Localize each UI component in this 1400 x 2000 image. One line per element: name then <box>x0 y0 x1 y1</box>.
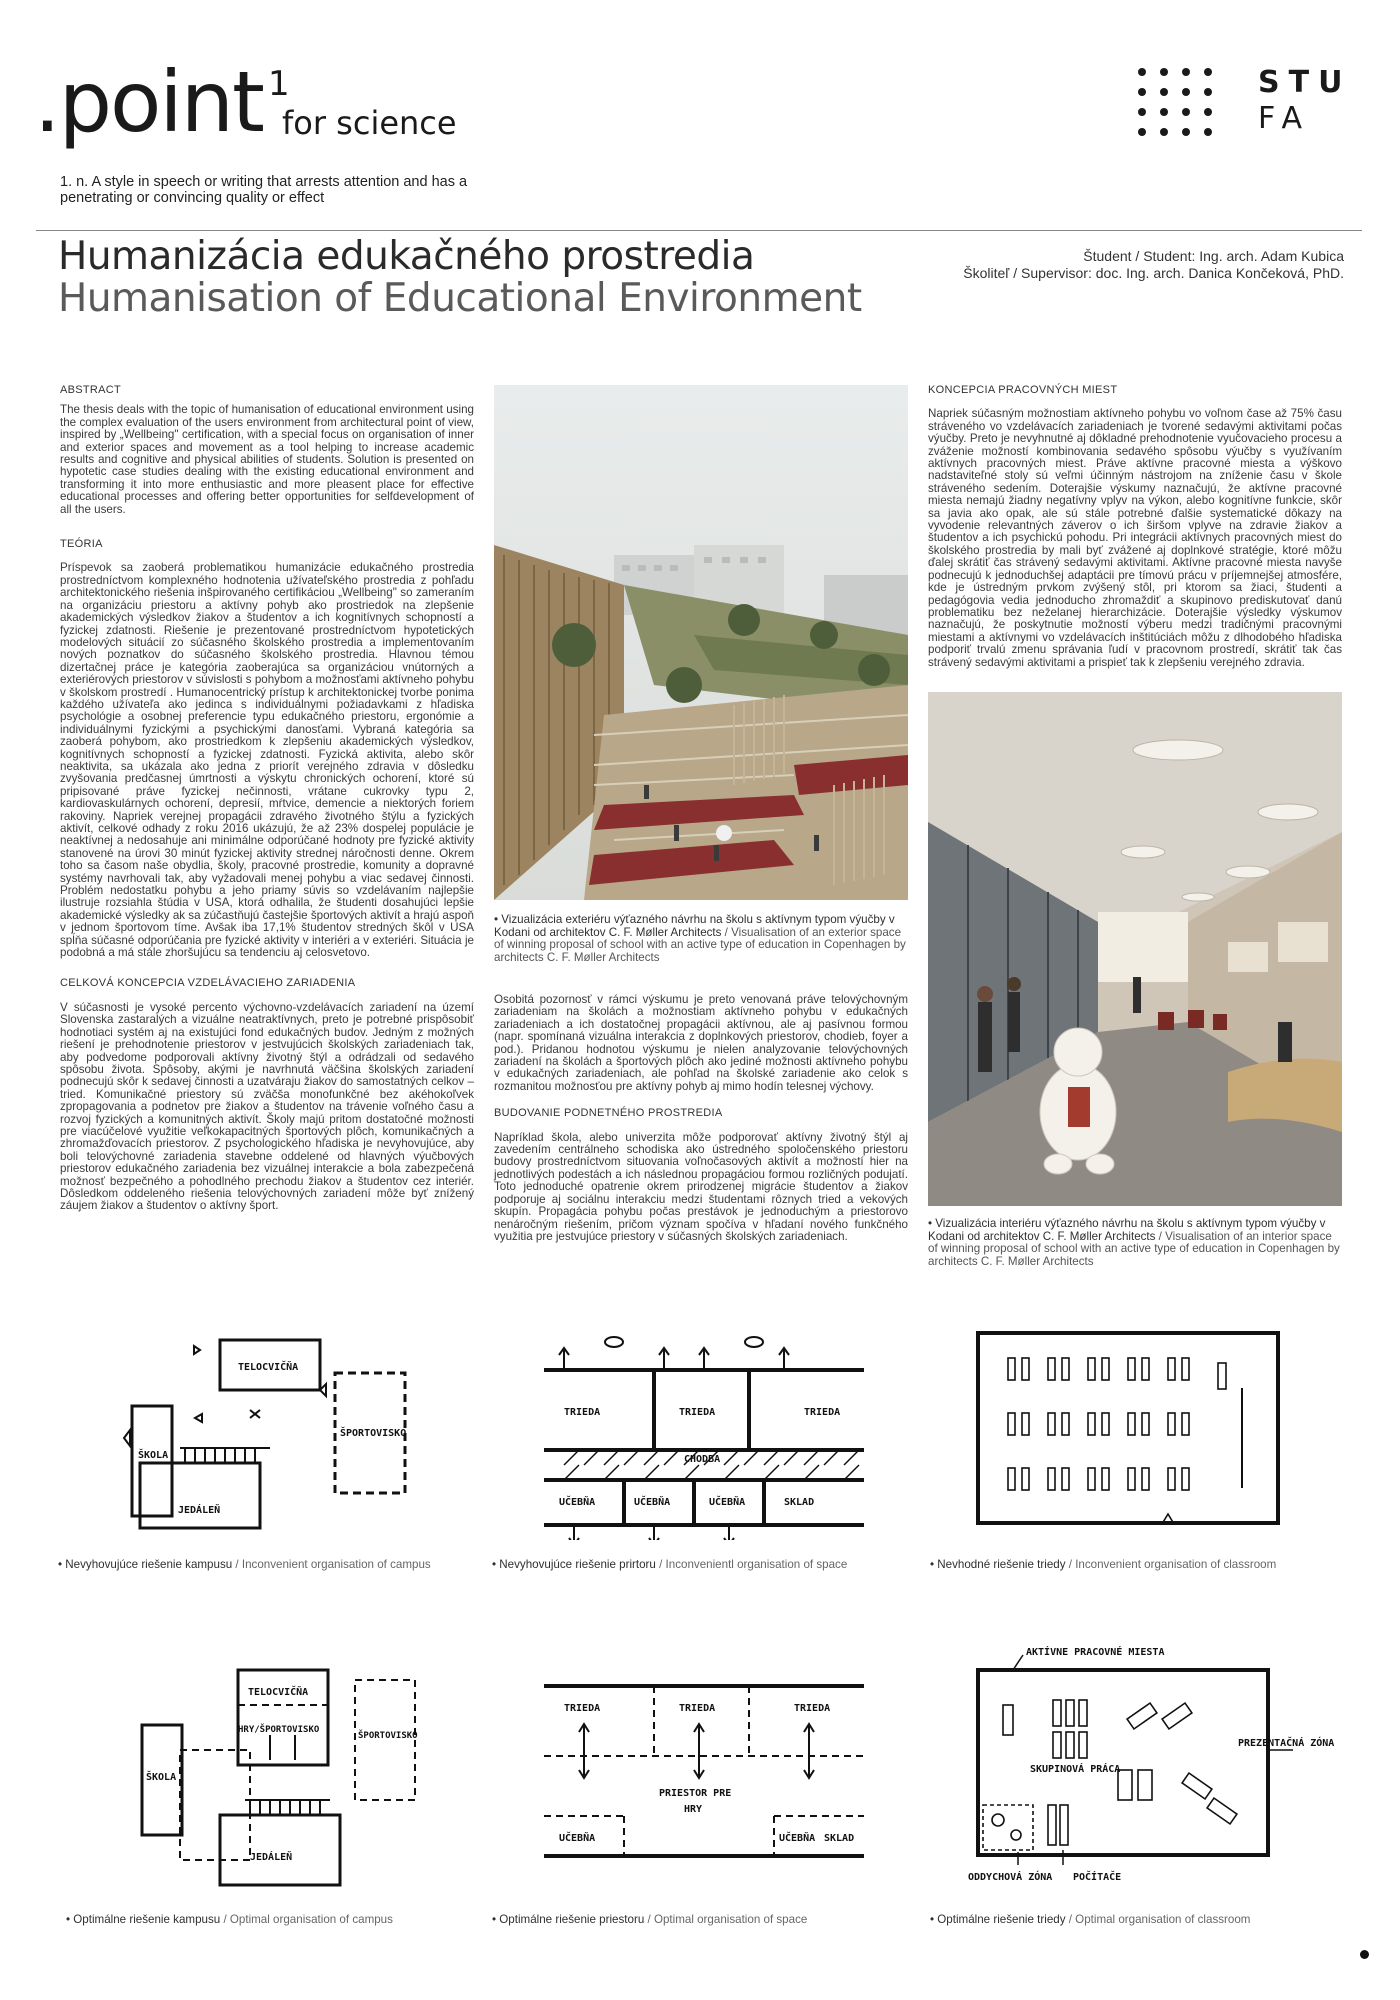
student-credit: Študent / Student: Ing. arch. Adam Kubica <box>1083 248 1344 264</box>
koncepcia-text: V súčasnosti je vysoké percento výchovno-vzdelávacích zariadení na území Slovenska zastaralých a vizuálne neatraktívnych, preto je potrebné prispôsobiť hodnotiaci systém aj na existujúci fond edukačných budov. Jedným z možných riešení je prehodnotenie priestorov v jestvujúcich školských zariadeniach tak, aby podvedome podporovali aktívny životný štýl a odrádzali od sedavého spôsobu života. Spôsoby, akými je navrhnutá väčšina školských zariadení podnecujú skôr k sedavej činnosti a uzatváraju žiakov do samostatných celkov – tried. Komunikačné priestory sú zväčša monofunkčné bez akéhokoľvek zpropagovania a podnetov pre žiakov a študentov na trávenie voľného času a rozvoj fyzických a komunitných aktivít. Školy majú pritom dostatočné možnosti pre viacúčelové využitie veľkokapacitných športových plôch, komunikačných a zhromažďovacích priestorov. Z psychologického hľadiska je nevyhovujúce, aby boli telovýchovné zariadenia stavebne oddelené od hlavných výučbových priestorov edukačného zariadenia bez vizuálnej interakcie a bola zabezpečená možnosť bezpečného a pohodlného prechodu žiakov a študentov cez interiér. Dôsledkom oddeleného riešenia telovýchovných zariadení môže byť znížený záujem žiakov a študentov o aktívny šport. <box>60 1000 474 1213</box>
sketch2-label-chodba: CHODBA <box>684 1454 721 1465</box>
logo-dots-icon <box>1138 68 1238 138</box>
logo-stu: STU <box>1258 65 1352 100</box>
sketch4-caption-en: / Optimal organisation of campus <box>220 1913 393 1926</box>
koncepcia-heading: CELKOVÁ KONCEPCIA VZDELÁVACIEHO ZARIADENIA <box>60 977 356 990</box>
supervisor-credit: Školiteľ / Supervisor: doc. Ing. arch. Danica Končeková, PhD. <box>963 265 1344 281</box>
sketch-inconvenient-classroom <box>938 1318 1352 1548</box>
sketch5-label-trieda-3: TRIEDA <box>794 1703 831 1714</box>
brand-subtitle: for science <box>282 104 457 142</box>
sketch1-caption-en: / Inconvenient organisation of campus <box>232 1558 431 1571</box>
sketch1-label-telocvicna: TELOCVIČŇA <box>238 1362 299 1373</box>
sketch1-caption-sk: • Nevyhovujúce riešenie kampusu <box>58 1558 233 1571</box>
sketch-inconvenient-campus <box>70 1318 484 1548</box>
sketch6-caption-en: / Optimal organisation of classroom <box>1065 1913 1251 1926</box>
abstract-text: The thesis deals with the topic of humanisation of educational environment using the complex evaluation of the users environment from architectural point of view, inspired by „Wellbeing" certification, with a special focus on organisation of inner and exterior spaces and movement as a tool helping to increase academic results and cognitive and physical abilities of students. Solution is presented on hypotetic case studies dealing with the existing educational environment and transforming it into more enthusiastic and more pleasent place for effective educational processes and offering better opportunities for selfdevelopment of all the users. <box>60 403 474 516</box>
sketch3-caption-sk: • Nevhodné riešenie triedy <box>930 1558 1066 1571</box>
sketch-optimal-classroom <box>938 1630 1352 1900</box>
sketch4-label-hry-sportovisko: HRY/ŠPORTOVISKO <box>238 1725 320 1735</box>
sketch5-caption-en: / Optimal organisation of space <box>644 1913 808 1926</box>
sketch5-caption <box>492 1913 912 1926</box>
title-english: Humanisation of Educational Environment <box>58 276 862 321</box>
sketch6-label-pocitace: POČÍTAČE <box>1073 1872 1122 1883</box>
sketch5-label-priestor: PRIESTOR PRE <box>659 1788 732 1799</box>
sketch4-label-jedalen: JEDÁLEŇ <box>250 1852 293 1863</box>
sketch2-label-ucebna-2: UČEBŇA <box>634 1497 671 1508</box>
budovanie-text: Napríklad škola, alebo univerzita môže podporovať aktívny životný štýl aj zavedením centrálneho schodiska ako ústredného spoločenského priestoru budovy prostredníctvom situovania voľnočasových aktivít a možností hier na jednotlivých podestách a ich následnou propagáciou formou rozličných podujatí. Toto jednoduché opatrenie okrem prirodzenej migrácie študentov a žiakov podporuje aj sociálnu interakciu medzi študentami rôznych tried a vekových skupín. Propagácia pohybu počas prestávok je jednoduchým a priestorovo nenáročným riešením, pričom význam spočíva v hľadaní nového funkčného využitia pre jestvujúce priestory v súčasných školských zariadeniach. <box>494 1130 908 1243</box>
abstract-heading: ABSTRACT <box>60 384 122 396</box>
exterior-caption <box>494 914 908 964</box>
sketch4-label-telocvicna: TELOCVIČŇA <box>248 1687 309 1698</box>
brand-title: .point <box>34 53 263 151</box>
end-dot-icon <box>1360 1950 1369 1959</box>
header-divider <box>36 230 1362 231</box>
interior-visualisation <box>928 692 1342 1206</box>
pracovne-heading: KONCEPCIA PRACOVNÝCH MIEST <box>928 384 1118 396</box>
sketch2-caption <box>492 1558 912 1571</box>
interior-caption-sk: • Vizualizácia interiéru výťazného návrhu na školu s aktívnym typom výučby v Kodani od architektov C. F. Møller Architects <box>928 1217 1326 1243</box>
column-middle <box>494 994 908 1253</box>
sketch5-label-ucebna-2: UČEBŇA <box>779 1833 816 1844</box>
sketch5-label-trieda-2: TRIEDA <box>679 1703 716 1714</box>
sketch5-label-sklad: SKLAD <box>824 1833 855 1844</box>
interior-caption-en: / Visualisation of an interior space of winning proposal of school with an active type of education in Copenhagen by architects C. F. Møller Architects <box>928 1229 1340 1268</box>
sketch6-label-skupinova: SKUPINOVÁ PRÁCA <box>1030 1764 1121 1775</box>
sketch6-label-oddychova: ODDYCHOVÁ ZÓNA <box>968 1872 1053 1883</box>
title-slovak: Humanizácia edukačného prostredia <box>58 234 755 279</box>
exterior-caption-sk: • Vizualizácia exteriéru výťazného návrhu na školu s aktívnym typom výučby v Kodani od architektov C. F. Møller Architects <box>494 913 895 939</box>
sketch-optimal-campus <box>70 1660 484 1890</box>
sketch-inconvenient-space <box>504 1310 918 1540</box>
teoria-text: Príspevok sa zaoberá problematikou humanizácie edukačného prostredia prostredníctvom komplexného hodnotenia užívateľského prostredia z pohľadu architektonického riešenia inšpirovaného certifikáciou „Wellbeing" so zameraním na organizáciu priestoru a aktívny pohyb ako prostriedok na zlepšenie akademických výsledkov žiakov a študentov a ich kognitívnych schopností a fyzickej zdatnosti. Riešenie je prezentované prostredníctvom hypotetických modelových situácií zo súčasného školského prostredia a implementovaním nových poznatkov do súčasného školského prostredia. Hlavnou témou dizertačnej práce je kategória zaoberajúca sa organizáciou vnútorných a exteriérových priestorov v súvislosti s pohybom a možnosťami aktívneho pohybu v školskom prostredí . Humanocentrický prístup k architektonickej tvorbe ponima každého užívateľa ako jedinca s individuálnymi požiadavkami z hľadiska psychológie a osobnej preferencie typu edukačného priestoru, ergonómie a individuálnymi fyzickými a psychickými danosťami. Vybraná kategória sa zaoberá pohybom, ako prostriedkom k zlepšeniu akademických výsledkov, kognitívnych schopností a fyzickej zdatnosti. Fyzická aktivita, alebo skôr neaktivita, sa ukázala ako jedna z priorít verejného zdravia v dôsledku zvyšovania predčasnej úmrtnosti a výskytu chronických ochorení, ktoré sú pripisované práve fyzickej nečinnosti, vrátane cukrovky typu 2, kardiovaskulárnych ochorení, depresií, mŕtvice, demencie a niektorých foriem rakoviny. Napriek verejnej propagácii zdravého životného štýlu a fyzických aktivít, celkové odhady z roku 2016 ukázujú, že až 23% dospelej populácie je neaktívnej a nedosahuje ani minimálne odporúčané hodnoty pre fyzické aktivity stanovené na úrovi 30 minút fyzickej aktivity strednej náročnosti denne. Okrem toho sa časom naše obydlia, školy, pracovné prostredie, komunity a dopravné systémy navrhovali tak, aby vyžadovali menej pohybu a viac sedavej činnosti. Problém nedostatku pohybu a jeho priamy súvis so vzdelávaním najlepšie ilustruje rozsiahla štúdia v USA, ktorá odhalila, že študenti dosahujúci lepšie akademické výsledky ak sa zúčastňujú častejšie športových aktivít a hrajú aspoň v jednom športovom tíme. Avšak iba 17,1% študentov stredných škôl v USA spĺňa súčasné odporúčania pre fyzické aktivity v interiéri a v exteriéri. Situácia je podobná a má stále zhoršujúcu sa tendenciu aj celosvetovo. <box>60 561 474 960</box>
sketch5-label-trieda-1: TRIEDA <box>564 1703 601 1714</box>
sketch6-label-aktivne: AKTÍVNE PRACOVNÉ MIESTA <box>1026 1647 1165 1658</box>
brand-logo <box>34 53 534 170</box>
sketch6-caption <box>930 1913 1350 1926</box>
stu-fa-logo <box>1138 66 1378 146</box>
sketch1-label-skola: ŠKOLA <box>138 1450 169 1461</box>
sketch2-label-ucebna-3: UČEBŇA <box>709 1497 746 1508</box>
sketch6-caption-sk: • Optimálne riešenie triedy <box>930 1913 1066 1926</box>
sketch2-label-sklad: SKLAD <box>784 1497 815 1508</box>
sketch5-label-hry: HRY <box>684 1804 703 1815</box>
sketch2-label-trieda-1: TRIEDA <box>564 1407 601 1418</box>
sketch2-caption-en: / Inconvenientl organisation of space <box>655 1558 848 1571</box>
sketch3-caption-en: / Inconvenient organisation of classroom <box>1065 1558 1277 1571</box>
sketch1-label-sportovisko: ŠPORTOVISKO <box>340 1428 407 1439</box>
credits <box>963 248 1344 282</box>
sketch4-caption <box>66 1913 486 1926</box>
sketch5-label-ucebna-1: UČEBŇA <box>559 1833 596 1844</box>
pracovne-text: Napriek súčasným možnostiam aktívneho pohybu vo voľnom čase až 75% času stráveného vo vzdelávacích zariadeniach je tvorené sedavými aktivitami počas výučby. Preto je nevyhnutné aj dôkladné prehodnotenie vyučovacieho procesu a zváženie možností kombinovania sedavého spôsobu výučby s využívaním aktívnych pracovných miest. Práve aktívne pracovné miesta a výškovo nadstaviteľné stoly sú veľmi účinným nástrojom na zníženie času v škole stráveného sedením. Doterajšie výskumy naznačujú, že aktívne pracovné miesta nemajú žiadny negatívny vplyv na výkon, alebo kognitívne funkcie, skôr sa javia ako opak, ale sú stále potrebné ďalšie systematické dôkazy na vyvodenie relevantných záverov o ich širšom vplyve na zdravie žiakov a študentov a ich psychickú pohodu. Pri integrácii aktívnych pracovných miest do školského prostredia by mali byť zvážené aj doplnkové stratégie, ktoré môžu ďalej skrátiť čas strávený sedavými aktivitami. Aktívne pracovné miesta navyše podnecujú k jednoduchšej adaptácii pre tímovú prácu v príjemnejšej atmosfére, kde je ústredným prvkom zvýšený stôl, pri ktorom sa žiaci, študenti a pedagógovia vedia jednoducho zhromaždiť a skupinovo prediskutovať danú problematiku bez neželanej hierarchizácie. Doterajšie výsledky výskumov naznačujú, že poskytnutie možností výberu medzi tradičnými pracovnými miestami a aktívnymi vo vzdelávacích inštitúciách môžu z dlhodobého hľadiska podporiť trvalú zmenu správania ľudí v pracovnom prostredí, skrátiť tak čas strávený sedavými aktivitami a prispieť tak k zlepšeniu verejného zdravia. <box>928 407 1342 669</box>
sketch2-caption-sk: • Nevyhovujúce riešenie prirtoru <box>492 1558 656 1571</box>
sketch2-label-trieda-3: TRIEDA <box>804 1407 841 1418</box>
sketch4-label-skola: ŠKOLA <box>146 1772 177 1783</box>
interior-caption <box>928 1218 1342 1268</box>
brand-superscript: 1 <box>268 64 290 104</box>
column-right <box>928 384 1342 679</box>
exterior-visualisation <box>494 385 908 900</box>
sketch3-caption <box>930 1558 1350 1571</box>
sketch4-label-sportovisko: ŠPORTOVISKO <box>358 1731 418 1741</box>
budovanie-heading: BUDOVANIE PODNETNÉHO PROSTREDIA <box>494 1107 723 1120</box>
sketch5-caption-sk: • Optimálne riešenie priestoru <box>492 1913 645 1926</box>
exterior-caption-en: / Visualisation of an exterior space of winning proposal of school with an active type of education in Copenhagen by architects C. F. Møller Architects <box>494 925 906 964</box>
sketch1-caption <box>58 1558 478 1571</box>
column-left <box>60 384 474 1223</box>
pozornost-text: Osobitá pozornosť v rámci výskumu je preto venovaná práve telovýchovným zariadeniam na školách a možnostiam aktívneho pohybu v edukačných zariadeniach a ich dostatočnej propagácii aktívnou, ale aj pasívnou formou (napr. spomínaná vizuálna interakcia z doplnkových priestorov, chodieb, foyer a pod.). Pridanou hodnotou výskumu je nielen analyzovanie telovýchovných zariadení na školách a športových plôch ako jediné možnosti aktívneho pohybu v edukačných zariadeniach, ale pohľad na školské zariadenie ako celok s rozmanitou možnosťou pre aktívny pohyb aj mimo hodín telesnej výchovy. <box>494 993 908 1093</box>
sketch2-label-trieda-2: TRIEDA <box>679 1407 716 1418</box>
teoria-heading: TEÓRIA <box>60 538 103 551</box>
sketch2-label-ucebna-1: UČEBŇA <box>559 1497 596 1508</box>
sketch1-label-jedalen: JEDÁLEŇ <box>178 1505 221 1516</box>
sketch-optimal-space <box>504 1666 918 1896</box>
definition-text: 1. n. A style in speech or writing that arrests attention and has a penetrating or convincing quality or effect <box>60 174 468 206</box>
sketch4-caption-sk: • Optimálne riešenie kampusu <box>66 1913 221 1926</box>
sketch6-label-prezentacna: PREZENTAČNÁ ZÓNA <box>1238 1738 1335 1749</box>
logo-fa: FA <box>1258 101 1312 136</box>
